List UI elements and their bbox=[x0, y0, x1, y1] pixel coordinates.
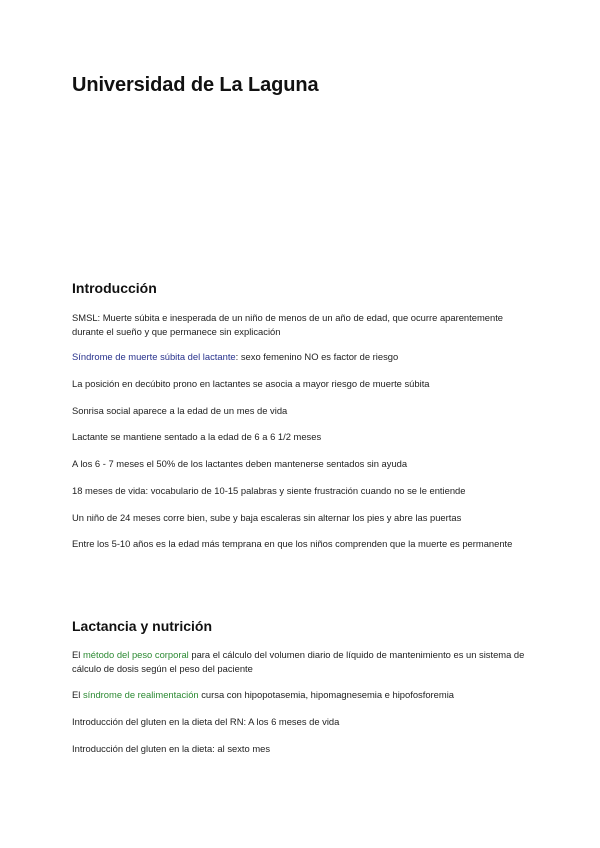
paragraph-text: El bbox=[72, 689, 83, 700]
paragraph-sindrome-muerte-subita bbox=[72, 350, 528, 364]
paragraph-6-7-meses: A los 6 - 7 meses el 50% de los lactantes deben mantenerse sentados sin ayuda bbox=[72, 458, 408, 469]
paragraph-smsl: SMSL: Muerte súbita e inesperada de un niño de menos de un año de edad, que ocurre aparentemente durante el sueño y que permanece sin explicación bbox=[72, 312, 504, 337]
highlighted-term: Síndrome de muerte súbita del lactante bbox=[72, 351, 236, 362]
section-heading-lactancia-nutricion: Lactancia y nutrición bbox=[72, 618, 213, 634]
paragraph-text: cursa con hipopotasemia, hipomagnesemia e hipofosforemia bbox=[198, 689, 454, 700]
paragraph-18-meses: 18 meses de vida: vocabulario de 10-15 palabras y siente frustración cuando no se le entiende bbox=[72, 485, 466, 496]
document-title: Universidad de La Laguna bbox=[72, 74, 319, 96]
paragraph-sonrisa-social: Sonrisa social aparece a la edad de un mes de vida bbox=[72, 405, 288, 416]
paragraph-gluten-sexto-mes: Introducción del gluten en la dieta: al sexto mes bbox=[72, 743, 271, 754]
paragraph-sindrome-realimentacion bbox=[72, 688, 528, 702]
paragraph-lactante-sentado: Lactante se mantiene sentado a la edad de 6 a 6 1/2 meses bbox=[72, 431, 322, 442]
paragraph-text: para el cálculo del volumen diario de líquido de mantenimiento es un sistema de cálculo de dosis según el peso del paciente bbox=[72, 649, 525, 674]
paragraph-gluten-rn: Introducción del gluten en la dieta del RN: A los 6 meses de vida bbox=[72, 716, 340, 727]
paragraph-text: : sexo femenino NO es factor de riesgo bbox=[235, 351, 399, 362]
highlighted-term: método del peso corporal bbox=[82, 649, 189, 660]
paragraph-text: El bbox=[72, 649, 83, 660]
paragraph-decubito-prono: La posición en decúbito prono en lactantes se asocia a mayor riesgo de muerte súbita bbox=[72, 378, 430, 389]
section-heading-introduccion: Introducción bbox=[72, 280, 157, 296]
highlighted-term: síndrome de realimentación bbox=[82, 689, 199, 700]
paragraph-5-10-anos: Entre los 5-10 años es la edad más temprana en que los niños comprenden que la muerte es permanente bbox=[72, 538, 513, 549]
paragraph-metodo-peso-corporal bbox=[72, 648, 528, 676]
paragraph-24-meses: Un niño de 24 meses corre bien, sube y baja escaleras sin alternar los pies y abre las puertas bbox=[72, 512, 462, 523]
